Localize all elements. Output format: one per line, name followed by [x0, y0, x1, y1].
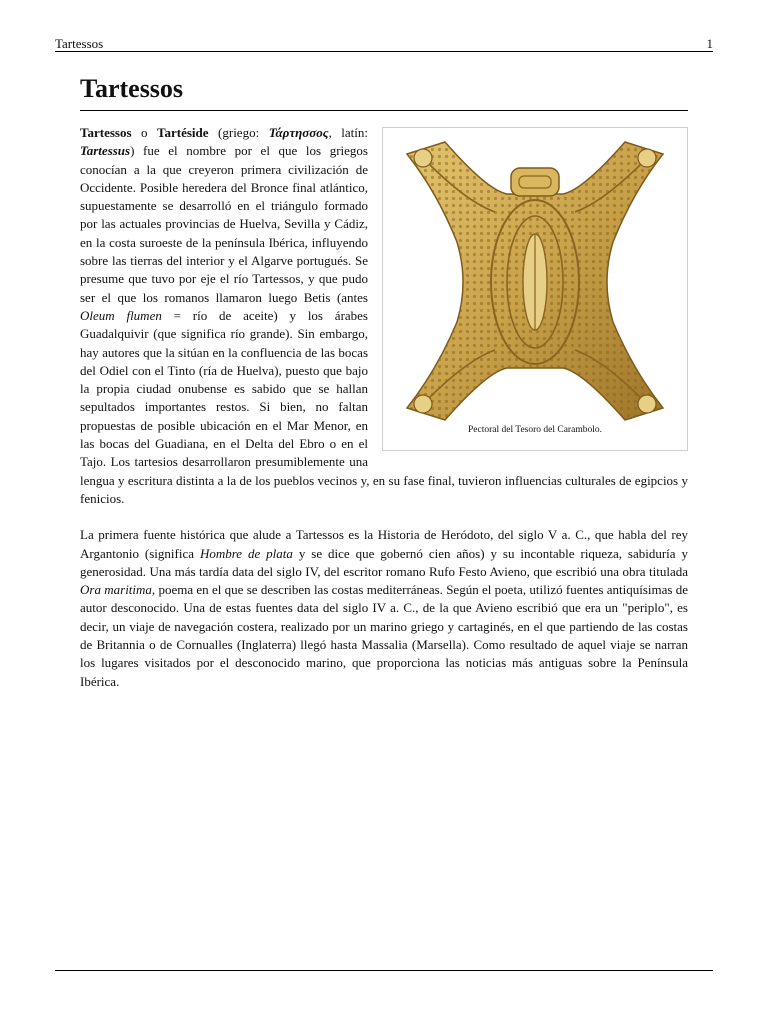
- term-ora-maritima: Ora maritima: [80, 582, 152, 598]
- header-rule: [55, 51, 713, 52]
- term-tarteside: Tartéside: [157, 125, 209, 140]
- term-oleum-flumen: Oleum flumen: [80, 307, 162, 323]
- term-tartessos: Tartessos: [80, 125, 132, 140]
- paragraph-intro: Tartessos o Tartéside (griego: Τάρτησσος, latín: Tartessus) fue el nombre por el que los griegos conocían a la que creyeron primera civilización de Occidente. Posible heredera del Bronce final atlántico, supuestamente se desarrolló en el triángulo formado por las actuales provincias de Huelva, Sevilla y Cádiz, en la costa suroeste de la península Ibérica, influyendo sobre las tierras del interior y el Algarve portugués. Se presume que tuvo por eje el río Tartessos, y que pudo ser el que los romanos llamaron luego Betis (antes Oleum flumen = río de aceite) y los árabes Guadalquivir (que significa río grande). Sin embargo, hay autores que la sitúan en la confluencia de las bocas del Odiel con el Tinto (ría de Huelva), puesto que bajo la propia ciudad onubense es sabido que se hallan sepultados importantes restos. Si bien, no faltan propuestas de posible ubicación en el Mar Menor, en las bocas del Guadiana, en el Delta del Ebro o en el Tajo. Los tartesios desarrollaron presumiblemente una lengua y escritura distinta a la de los pueblos vecinos y, en su fase final, tuvieron influencias culturales de egipcios y fenicios.: [80, 125, 688, 506]
- page-number: 1: [706, 36, 713, 51]
- pectoral-image: [387, 132, 683, 428]
- article-title: Tartessos: [80, 74, 184, 103]
- article-body: [80, 124, 688, 691]
- title-rule: [80, 110, 688, 111]
- figure: [382, 127, 688, 451]
- term-hombre-de-plata: Hombre de plata: [199, 545, 293, 561]
- figure-caption: Pectoral del Tesoro del Carambolo.: [468, 425, 602, 435]
- running-header: [55, 36, 713, 52]
- term-greek: Τάρτησσος: [268, 125, 329, 140]
- running-title: Tartessos: [55, 36, 104, 51]
- term-latin: Tartessus: [80, 143, 131, 159]
- footer-rule: [55, 970, 713, 971]
- paragraph-sources: La primera fuente histórica que alude a Tartessos es la Historia de Heródoto, del siglo V a. C., que habla del rey Argantonio (significa Hombre de plata y se dice que gobernó cien años) y su incontable riqueza, sabiduría y generosidad. Una más tardía data del siglo IV, del escritor romano Rufo Festo Avieno, que escribió una obra titulada Ora maritima, poema en el que se describen las costas mediterráneas. Según el poeta, utilizó fuentes antiquísimas de autor desconocido. Una de estas fuentes data del siglo IV a. C., de la que Avieno escribió que era un "periplo", es decir, un viaje de navegación costera, realizado por un marino griego y cartaginés, en el que partiendo de las costas de Britannia o de Cornualles (Inglaterra) llegó hasta Massalia (Marsella). Como resultado de aquel viaje se narran los lugares visitados por el desconocido marino, que proporciona las noticias más antiguas sobre la Península Ibérica.: [80, 527, 688, 689]
